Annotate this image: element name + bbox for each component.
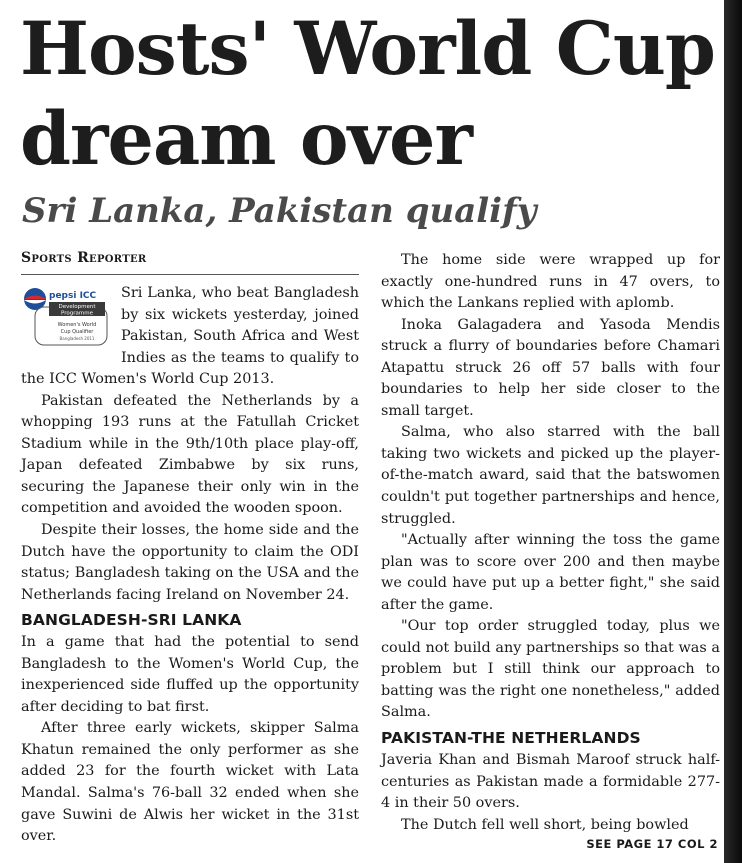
logo-line4: Cup Qualifier <box>60 329 94 335</box>
logo-line5: Bangladesh 2011 <box>59 336 95 341</box>
tournament-logo <box>21 283 113 347</box>
paragraph: Salma, who also starred with the ball taking two wickets and picked up the player-of-the-match award, said that the batswomen couldn't put together partnerships and hence, struggled. <box>381 424 720 527</box>
paragraph-intro: Sri Lanka, who beat Bangladesh by six wickets yesterday, joined Pakistan, South Africa and West Indies as the teams to qualify to the ICC Women's World Cup 2013. <box>21 285 359 388</box>
paragraph: Pakistan defeated the Netherlands by a whopping 193 runs at the Fatullah Cricket Stadium while in the 9th/10th place play-off, Japan defeated Zimbabwe by six runs, securing the Japanese their only win in the competition and avoided the wooden spoon. <box>21 392 359 517</box>
page-edge-shadow <box>724 0 742 863</box>
headline: Hosts' World Cup dream over <box>20 6 715 182</box>
paragraph: In a game that had the potential to send Bangladesh to the Women's World Cup, the inexperienced side fluffed up the opportunity after deciding to bat first. <box>21 634 359 715</box>
paragraph: Inoka Galagadera and Yasoda Mendis struck a flurry of boundaries before Chamari Atapattu struck 26 off 57 balls with four boundaries to help her side closer to the small target. <box>381 316 720 419</box>
section-heading-pakistan-netherlands: PAKISTAN-THE NETHERLANDS <box>381 729 641 748</box>
logo-line2: Programme <box>61 310 93 317</box>
continuation-jump-line: SEE PAGE 17 COL 2 <box>586 837 718 851</box>
paragraph: "Actually after winning the toss the game plan was to score over 200 and then maybe we could have put up a better fight," she said after the game. <box>381 532 720 613</box>
logo-line1: Development <box>58 304 96 310</box>
logo-line3: Women's World <box>57 322 97 328</box>
paragraph: Javeria Khan and Bismah Maroof struck half-centuries as Pakistan made a formidable 277-4 in their 50 overs. <box>381 752 720 812</box>
paragraph: Despite their losses, the home side and the Dutch have the opportunity to claim the ODI status; Bangladesh taking on the USA and the Netherlands facing Ireland on November 24. <box>21 522 359 603</box>
left-column <box>21 248 359 848</box>
logo-brand: pepsi ICC <box>49 291 97 301</box>
pepsi-icc-logo-icon <box>21 283 113 347</box>
byline: Sports Reporter <box>21 248 359 275</box>
paragraph-last: The Dutch fell well short, being bowled <box>401 816 689 833</box>
paragraph: After three early wickets, skipper Salma Khatun remained the only performer as she added 23 for the fourth wicket with Lata Mandal. Salma's 76-ball 32 ended when she gave Suwini de Alwis her wicket in the 31st over. <box>21 720 359 845</box>
section-heading-bangladesh-sri-lanka: BANGLADESH-SRI LANKA <box>21 611 242 630</box>
paragraph: "Our top order struggled today, plus we could not build any partnerships so that was a problem but I still think our approach to batting was the right one nonetheless," added Salma. <box>381 618 720 721</box>
right-column <box>381 250 720 836</box>
subheadline: Sri Lanka, Pakistan qualify <box>22 191 537 231</box>
paragraph: The home side were wrapped up for exactly one-hundred runs in 47 overs, to which the Lankans replied with aplomb. <box>381 252 720 312</box>
